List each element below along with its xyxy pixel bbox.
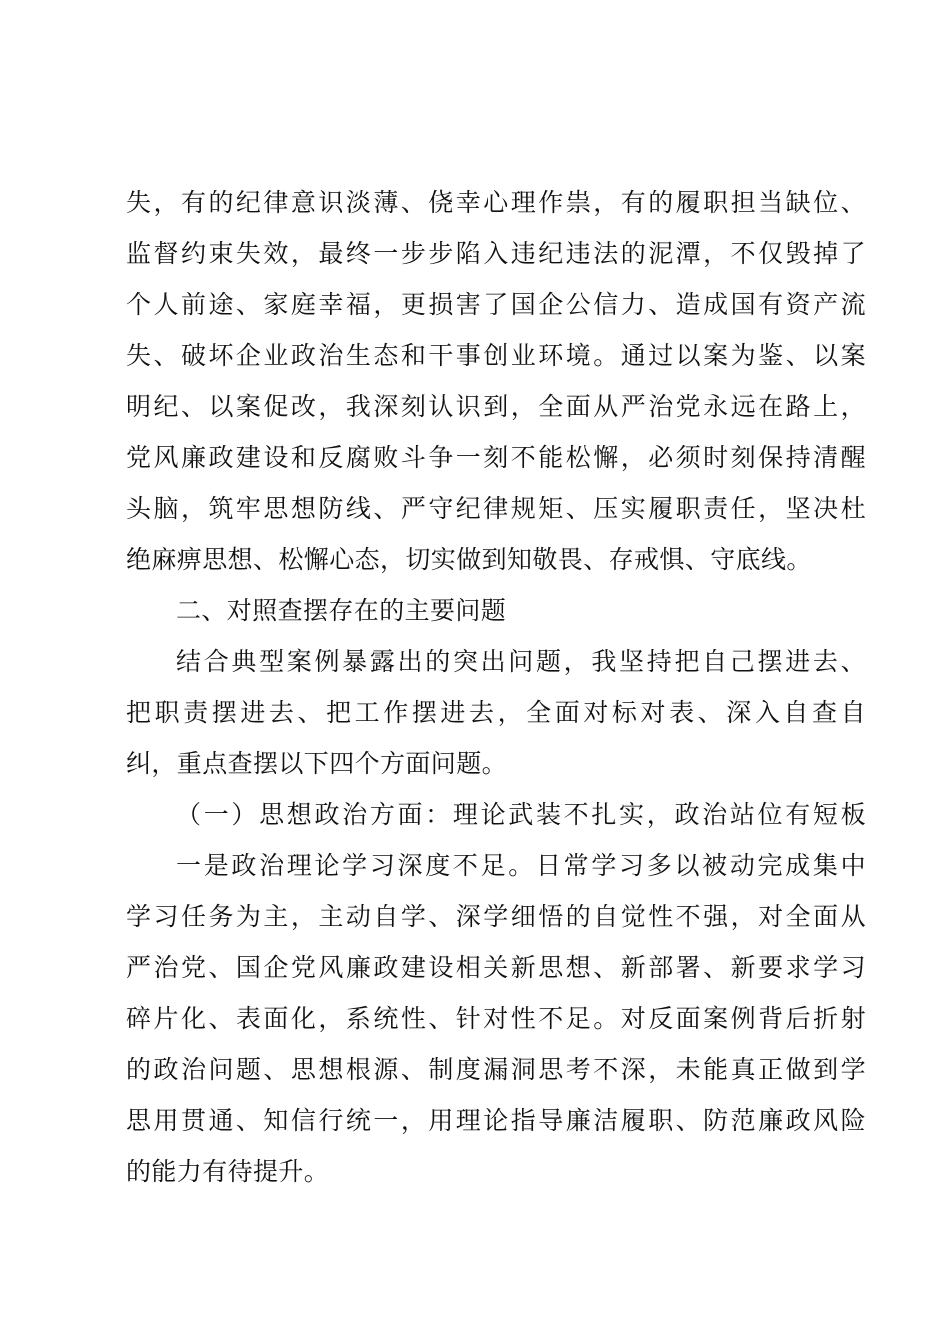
text-line: 党风廉政建设和反腐败斗争一刻不能松懈，必须时刻保持清醒 — [126, 443, 866, 472]
text-line: 个人前途、家庭幸福，更损害了国企公信力、造成国有资产流 — [126, 290, 866, 319]
text-line: 失、破坏企业政治生态和干事创业环境。通过以案为鉴、以案 — [126, 341, 866, 370]
text-line: 监督约束失效，最终一步步陷入违纪违法的泥潭，不仅毁掉了 — [126, 239, 866, 268]
text-line: 的能力有待提升。 — [126, 1157, 330, 1186]
subsection-heading: （一）思想政治方面：理论武装不扎实，政治站位有短板 — [176, 800, 866, 829]
text-line: 一是政治理论学习深度不足。日常学习多以被动完成集中 — [176, 851, 866, 880]
text-line: 学习任务为主，主动自学、深学细悟的自觉性不强，对全面从 — [126, 902, 866, 931]
section-heading: 二、对照查摆存在的主要问题 — [176, 596, 507, 625]
text-line: 头脑，筑牢思想防线、严守纪律规矩、压实履职责任，坚决杜 — [126, 494, 866, 523]
text-line: 严治党、国企党风廉政建设相关新思想、新部署、新要求学习 — [126, 953, 866, 982]
text-line: 把职责摆进去、把工作摆进去，全面对标对表、深入自查自 — [126, 698, 866, 727]
text-line: 的政治问题、思想根源、制度漏洞思考不深，未能真正做到学 — [126, 1055, 866, 1084]
text-line: 碎片化、表面化，系统性、针对性不足。对反面案例背后折射 — [126, 1004, 866, 1033]
text-line: 纠，重点查摆以下四个方面问题。 — [126, 749, 508, 778]
text-line: 明纪、以案促改，我深刻认识到，全面从严治党永远在路上， — [126, 392, 866, 421]
text-line: 思用贯通、知信行统一，用理论指导廉洁履职、防范廉政风险 — [126, 1106, 866, 1135]
text-line: 结合典型案例暴露出的突出问题，我坚持把自己摆进去、 — [176, 647, 866, 676]
text-line: 绝麻痹思想、松懈心态，切实做到知敬畏、存戒惧、守底线。 — [126, 545, 812, 574]
text-line: 失，有的纪律意识淡薄、侥幸心理作祟，有的履职担当缺位、 — [126, 188, 866, 217]
